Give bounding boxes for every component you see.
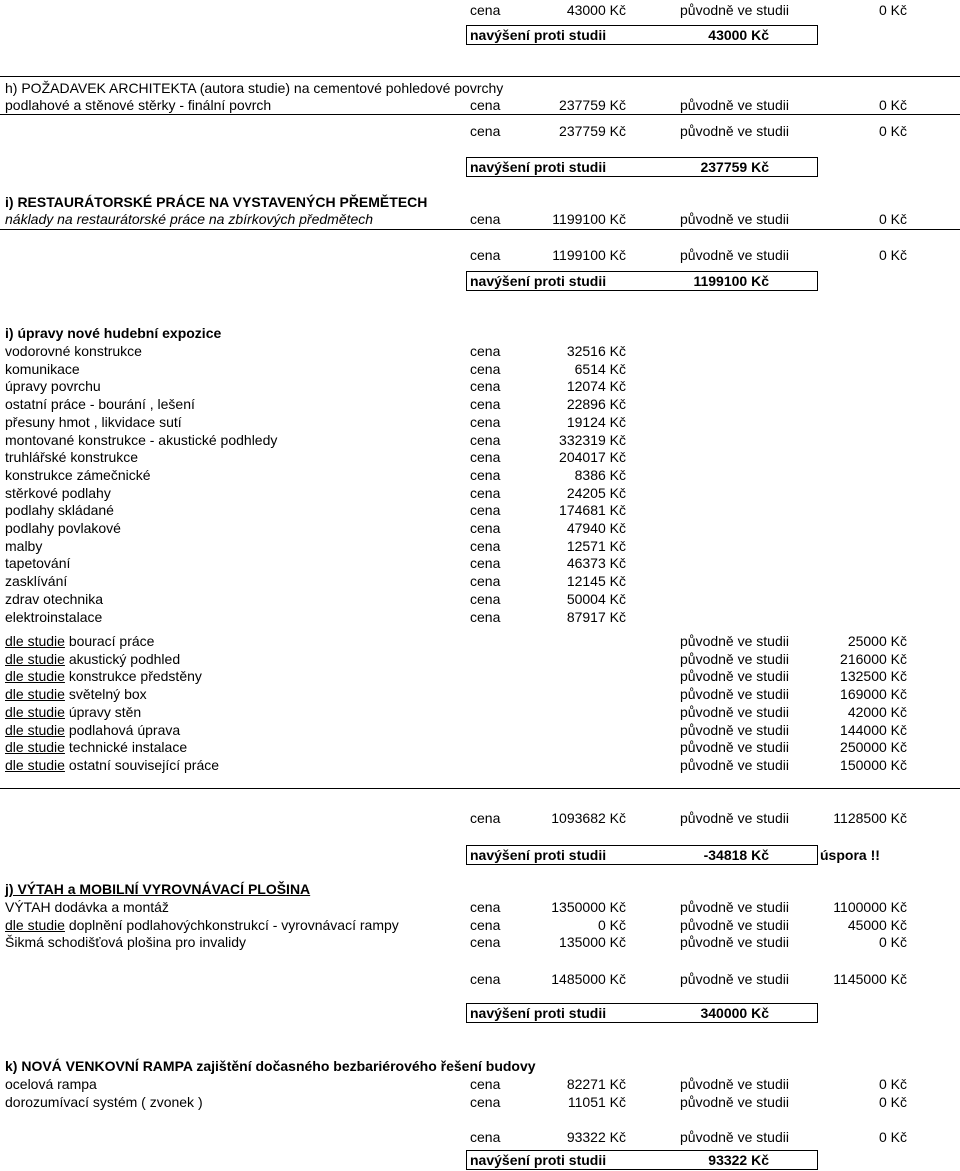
cena-value: 135000 Kč <box>559 934 626 950</box>
cena-label: cena <box>470 413 501 430</box>
puvodne-total: 0 Kč <box>878 1129 907 1145</box>
dle-studie-prefix: dle studie <box>5 756 65 773</box>
cena-label: cena <box>470 555 501 572</box>
cena-label: cena <box>470 396 501 413</box>
item-label: montované konstrukce - akustické podhledy <box>5 431 278 448</box>
puvodne-value: 1100000 Kč <box>833 899 907 915</box>
puvodne-label: původně ve studii <box>680 971 789 987</box>
navyseni-label: navýšení proti studii <box>470 847 607 863</box>
item-value: 24205 Kč <box>566 484 626 501</box>
cena-value: 1350000 Kč <box>551 899 626 915</box>
navyseni-value: 340000 Kč <box>700 1005 769 1021</box>
navyseni-box <box>466 845 818 865</box>
section-i1-item-label: náklady na restaurátorské práce na zbírkových předmětech <box>5 211 374 227</box>
puvodne-label: původně ve studii <box>680 686 789 703</box>
navyseni-value: -34818 Kč <box>703 847 769 863</box>
puvodne-label: původně ve studii <box>680 247 789 263</box>
studie-item-text: konstrukce předstěny <box>64 668 202 685</box>
cena-label: cena <box>470 971 501 987</box>
item-value: 32516 Kč <box>566 343 626 359</box>
cena-label: cena <box>470 378 501 395</box>
puvodne-label: původně ve studii <box>680 756 789 773</box>
navyseni-box <box>466 157 818 177</box>
navyseni-label: navýšení proti studii <box>470 27 607 43</box>
cena-label: cena <box>470 343 501 359</box>
cena-label: cena <box>470 502 501 519</box>
studie-item-label <box>5 722 180 739</box>
puvodne-label: původně ve studii <box>680 211 789 227</box>
studie-item-label <box>5 651 180 668</box>
puvodne-label: původně ve studii <box>680 899 789 915</box>
item-value: 22896 Kč <box>566 396 626 413</box>
puvodne-label: původně ve studii <box>680 721 789 738</box>
puvodne-total: 1145000 Kč <box>833 971 907 987</box>
item-value: 6514 Kč <box>574 360 626 377</box>
item-label <box>5 917 399 934</box>
puvodne-label: původně ve studii <box>680 916 789 933</box>
section-divider <box>0 114 960 115</box>
item-label: tapetování <box>5 555 71 572</box>
item-value: 87917 Kč <box>566 608 626 625</box>
puvodne-label: původně ve studii <box>680 2 789 18</box>
item-label: konstrukce zámečnické <box>5 466 151 483</box>
dle-studie-prefix: dle studie <box>5 739 65 756</box>
puvodne-label: původně ve studii <box>680 1129 789 1145</box>
cena-label: cena <box>470 431 501 448</box>
cena-label: cena <box>470 590 501 607</box>
item-text: doplnění podlahovýchkonstrukcí - vyrovnávací rampy <box>64 916 399 933</box>
cena-value: 82271 Kč <box>566 1076 626 1092</box>
puvodne-value: 0 Kč <box>878 934 907 950</box>
cena-label: cena <box>470 247 501 263</box>
item-label: přesuny hmot , likvidace sutí <box>5 413 182 430</box>
puvodne-total: 0 Kč <box>878 123 907 139</box>
item-label: úpravy povrchu <box>5 378 101 395</box>
cena-value: 11051 Kč <box>567 1093 626 1110</box>
cena-total: 237759 Kč <box>559 123 626 139</box>
navyseni-label: navýšení proti studii <box>470 1005 607 1021</box>
cena-label: cena <box>470 899 501 915</box>
cena-label: cena <box>470 484 501 501</box>
puvodne-label: původně ve studii <box>680 633 789 649</box>
section-h-heading: h) POŽADAVEK ARCHITEKTA (autora studie) na cementové pohledové povrchy <box>5 80 504 96</box>
section-j-heading: j) VÝTAH a MOBILNÍ VYROVNÁVACÍ PLOŠINA <box>5 881 311 897</box>
puvodne-label: původně ve studii <box>680 1093 789 1110</box>
dle-studie-prefix: dle studie <box>5 668 65 685</box>
puvodne-value: 45000 Kč <box>847 916 907 933</box>
studie-item-label <box>5 686 147 703</box>
cena-value: 237759 Kč <box>559 97 626 113</box>
item-label: podlahy povlakové <box>5 520 121 536</box>
studie-item-value: 169000 Kč <box>840 686 907 703</box>
dle-studie-prefix: dle studie <box>5 721 65 738</box>
studie-item-value: 250000 Kč <box>840 739 907 756</box>
navyseni-label: navýšení proti studii <box>470 1152 607 1168</box>
puvodne-label: původně ve studii <box>680 668 789 685</box>
puvodne-label: původně ve studii <box>680 1076 789 1092</box>
studie-item-label <box>5 704 141 721</box>
section-divider <box>0 788 960 789</box>
puvodne-value: 0 Kč <box>878 2 907 18</box>
cena-label: cena <box>470 449 501 466</box>
studie-item-text: technické instalace <box>64 739 188 756</box>
navyseni-value: 43000 Kč <box>708 27 769 43</box>
section-divider <box>0 229 960 230</box>
item-value: 332319 Kč <box>559 431 626 448</box>
item-label: vodorovné konstrukce <box>5 343 142 359</box>
cena-total: 1093682 Kč <box>551 810 626 826</box>
studie-item-text: podlahová úprava <box>64 721 181 738</box>
navyseni-box <box>466 1150 818 1170</box>
studie-item-text: úpravy stěn <box>64 703 142 720</box>
item-label: komunikace <box>5 360 80 377</box>
cena-label: cena <box>470 608 501 625</box>
cena-value: 43000 Kč <box>566 2 626 18</box>
studie-item-value: 132500 Kč <box>840 668 907 685</box>
item-label: dorozumívací systém ( zvonek ) <box>5 1093 203 1110</box>
section-divider <box>0 76 960 77</box>
studie-item-text: akustický podhled <box>64 650 181 667</box>
item-label: zasklívání <box>5 573 68 590</box>
cena-label: cena <box>470 573 501 590</box>
item-label: elektroinstalace <box>5 608 103 625</box>
puvodne-label: původně ve studii <box>680 703 789 720</box>
puvodne-label: původně ve studii <box>680 650 789 667</box>
puvodne-value: 0 Kč <box>878 1076 907 1092</box>
item-value: 46373 Kč <box>566 555 626 572</box>
item-value: 47940 Kč <box>566 520 626 536</box>
item-value: 12145 Kč <box>566 573 626 590</box>
puvodne-value: 0 Kč <box>878 211 907 227</box>
cena-value: 0 Kč <box>597 916 626 933</box>
item-label: truhlářské konstrukce <box>5 449 139 466</box>
uspora-note: úspora !! <box>820 847 880 863</box>
studie-item-value: 42000 Kč <box>847 703 907 720</box>
studie-item-value: 150000 Kč <box>840 756 907 773</box>
navyseni-value: 237759 Kč <box>700 159 769 175</box>
cena-label: cena <box>470 1076 501 1092</box>
item-label: malby <box>5 537 43 554</box>
item-value: 50004 Kč <box>566 590 626 607</box>
item-label: podlahy skládané <box>5 502 114 519</box>
cena-label: cena <box>470 1093 501 1110</box>
item-label: zdrav otechnika <box>5 590 104 607</box>
item-value: 12074 Kč <box>566 378 626 395</box>
dle-studie-prefix: dle studie <box>5 703 65 720</box>
puvodne-label: původně ve studii <box>680 934 789 950</box>
studie-item-value: 216000 Kč <box>840 650 907 667</box>
cena-label: cena <box>470 360 501 377</box>
studie-item-label <box>5 633 154 650</box>
studie-item-value: 25000 Kč <box>847 633 907 649</box>
puvodne-value: 0 Kč <box>878 1093 907 1110</box>
puvodne-total: 1128500 Kč <box>833 810 907 826</box>
navyseni-value: 93322 Kč <box>708 1152 769 1168</box>
cena-label: cena <box>470 123 501 139</box>
navyseni-value: 1199100 Kč <box>693 273 769 289</box>
cena-total: 1199100 Kč <box>552 247 626 263</box>
item-label: stěrkové podlahy <box>5 484 111 501</box>
puvodne-label: původně ve studii <box>680 123 789 139</box>
navyseni-box <box>466 1003 818 1023</box>
dle-studie-prefix: dle studie <box>5 650 65 667</box>
cena-label: cena <box>470 466 501 483</box>
item-value: 8386 Kč <box>574 466 626 483</box>
cena-label: cena <box>470 537 501 554</box>
cena-label: cena <box>470 810 501 826</box>
cena-total: 1485000 Kč <box>551 971 626 987</box>
dle-studie-prefix: dle studie <box>5 686 65 703</box>
section-k-heading: k) NOVÁ VENKOVNÍ RAMPA zajištění dočasného bezbariérového řešení budovy <box>5 1058 536 1074</box>
section-i1-heading: i) RESTAURÁTORSKÉ PRÁCE NA VYSTAVENÝCH PŘEMĚTECH <box>5 194 428 210</box>
cena-label: cena <box>470 1129 501 1145</box>
dle-studie-prefix: dle studie <box>5 633 65 649</box>
studie-item-label <box>5 668 202 685</box>
studie-item-value: 144000 Kč <box>840 721 907 738</box>
puvodne-value: 0 Kč <box>878 97 907 113</box>
item-value: 204017 Kč <box>559 449 626 466</box>
studie-item-text: světelný box <box>64 686 147 703</box>
item-value: 19124 Kč <box>566 413 626 430</box>
cena-label: cena <box>470 2 501 18</box>
item-value: 12571 Kč <box>566 537 626 554</box>
navyseni-box <box>466 25 818 45</box>
dle-studie-prefix: dle studie <box>5 916 65 933</box>
studie-item-label <box>5 757 219 774</box>
item-label: ostatní práce - bourání , lešení <box>5 396 195 413</box>
studie-item-text: ostatní související práce <box>64 756 220 773</box>
puvodne-label: původně ve studii <box>680 810 789 826</box>
section-i2-heading: i) úpravy nové hudební expozice <box>5 325 222 341</box>
cena-label: cena <box>470 916 501 933</box>
cena-label: cena <box>470 97 501 113</box>
item-label: Šikmá schodišťová plošina pro invalidy <box>5 934 247 950</box>
section-h-item-label: podlahové a stěnové stěrky - finální povrch <box>5 97 272 113</box>
cena-label: cena <box>470 520 501 536</box>
puvodne-total: 0 Kč <box>878 247 907 263</box>
cena-total: 93322 Kč <box>566 1129 626 1145</box>
item-label: ocelová rampa <box>5 1076 97 1092</box>
item-value: 174681 Kč <box>559 502 626 519</box>
navyseni-label: navýšení proti studii <box>470 159 607 175</box>
puvodne-label: původně ve studii <box>680 739 789 756</box>
puvodne-label: původně ve studii <box>680 97 789 113</box>
item-label: VÝTAH dodávka a montáž <box>5 899 169 915</box>
studie-item-label <box>5 739 187 756</box>
navyseni-box <box>466 271 818 291</box>
studie-item-text: bourací práce <box>64 633 155 649</box>
cena-label: cena <box>470 211 501 227</box>
navyseni-label: navýšení proti studii <box>470 273 607 289</box>
cena-value: 1199100 Kč <box>552 211 626 227</box>
cena-label: cena <box>470 934 501 950</box>
